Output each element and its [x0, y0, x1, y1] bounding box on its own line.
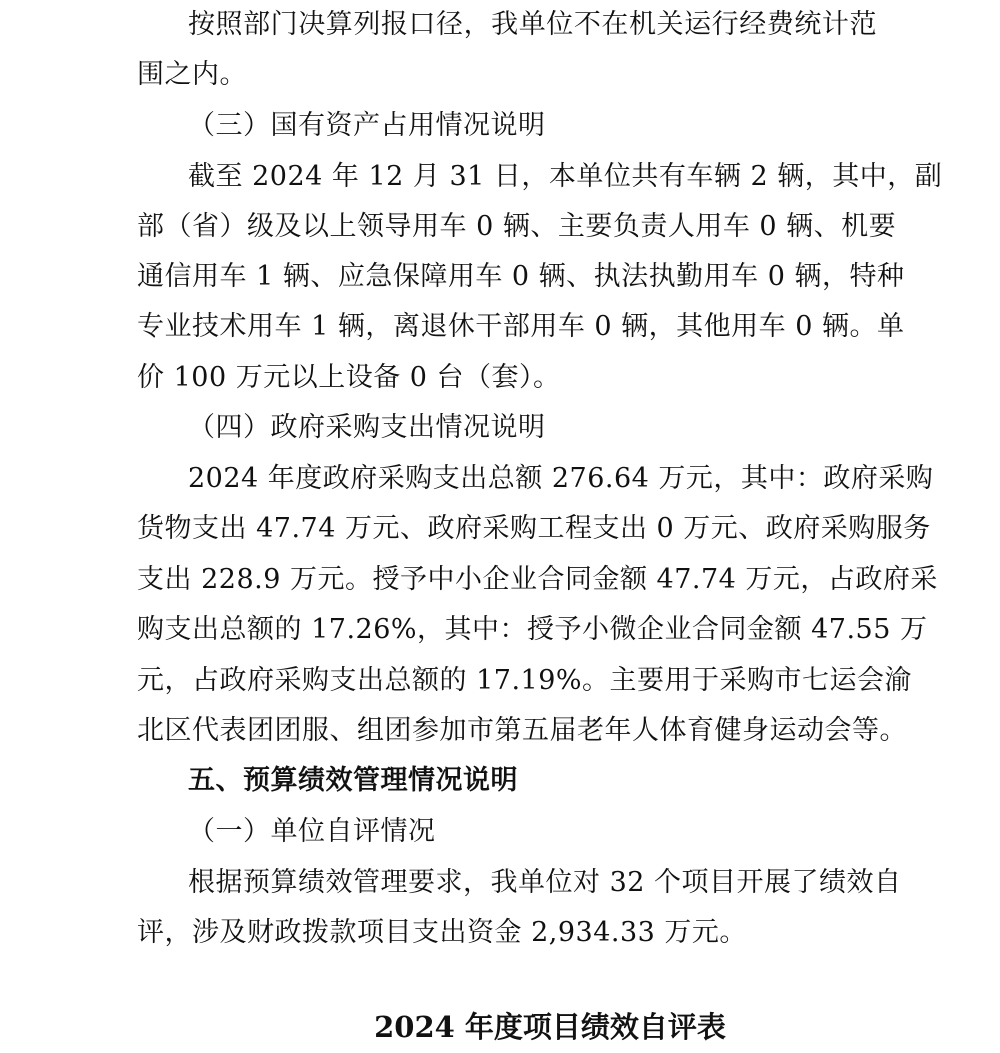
paragraph-line: 按照部门决算列报口径，我单位不在机关运行经费统计范	[188, 9, 877, 40]
paragraph-line: 截至 2024 年 12 月 31 日，本单位共有车辆 2 辆，其中，副	[188, 161, 943, 192]
paragraph-line: 根据预算绩效管理要求，我单位对 32 个项目开展了绩效自	[188, 867, 902, 898]
paragraph-line: 北区代表团团服、组团参加市第五届老年人体育健身运动会等。	[137, 715, 907, 746]
paragraph-line: 专业技术用车 1 辆，离退休干部用车 0 辆，其他用车 0 辆。单	[137, 311, 905, 342]
paragraph-line: 购支出总额的 17.26%，其中：授予小微企业合同金额 47.55 万	[137, 614, 928, 645]
paragraph-line: 支出 228.9 万元。授予中小企业合同金额 47.74 万元，占政府采	[137, 564, 938, 595]
paragraph-line: 围之内。	[137, 59, 247, 90]
chapter-heading: 五、预算绩效管理情况说明	[188, 765, 518, 796]
table-title: 2024 年度项目绩效自评表	[374, 1010, 726, 1044]
paragraph-line: 2024 年度政府采购支出总额 276.64 万元，其中：政府采购	[188, 463, 934, 494]
paragraph-line: 元，占政府采购支出总额的 17.19%。主要用于采购市七运会渝	[137, 665, 913, 696]
paragraph-line: 价 100 万元以上设备 0 台（套）。	[137, 362, 561, 393]
paragraph-line: 部（省）级及以上领导用车 0 辆、主要负责人用车 0 辆、机要	[137, 211, 897, 242]
section-heading: （一）单位自评情况	[188, 816, 436, 847]
section-heading: （三）国有资产占用情况说明	[188, 110, 546, 141]
paragraph-line: 通信用车 1 辆、应急保障用车 0 辆、执法执勤用车 0 辆，特种	[137, 261, 905, 292]
section-heading: （四）政府采购支出情况说明	[188, 412, 546, 443]
paragraph-line: 货物支出 47.74 万元、政府采购工程支出 0 万元、政府采购服务	[137, 513, 931, 544]
paragraph-line: 评，涉及财政拨款项目支出资金 2,934.33 万元。	[137, 917, 747, 948]
